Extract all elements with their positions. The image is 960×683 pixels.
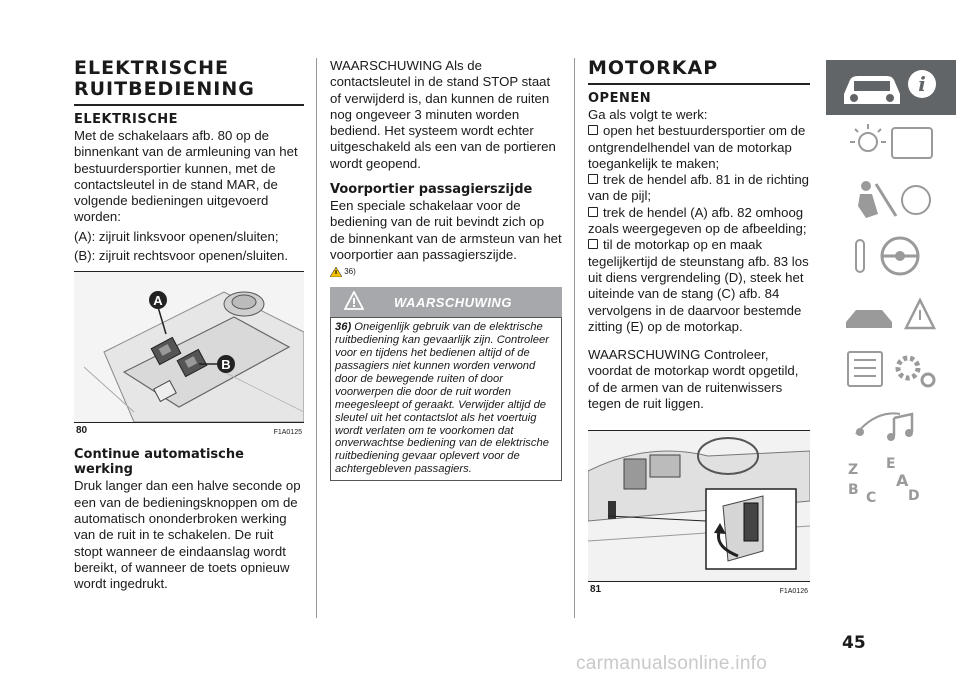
callout-b-label: B: [221, 357, 231, 373]
warning-paragraph: WAARSCHUWING Als de contactsleutel in de stand STOP staat of verwijderd is, dan kunnen de ruiten nog ongeveer 3 minuten worden bediend. Het systeem wordt echter uitgeschakeld als een van de portieren wordt geopend.: [330, 58, 556, 171]
continuous-operation-paragraph: Druk langer dan een halve seconde op een van de bedieningsknoppen om de automatisch ononderbroken werking van de ruit in te schakelen. De ruit stopt wanneer de eindaanslag wordt bereikt, of wanneer de toets opnieuw wordt ingedrukt.: [74, 478, 301, 592]
window-switch-illustration: [74, 272, 304, 422]
intro-paragraph: Ga als volgt te werk:: [588, 107, 708, 122]
figure-80: [74, 271, 304, 437]
column-2: [330, 58, 562, 481]
subsection-title: ELEKTRISCHE: [74, 112, 178, 127]
section-title-motorkap: MOTORKAP: [588, 58, 810, 85]
step-text: til de motorkap op en maak tegelijkertijd de steunstang afb. 83 los uit diens vergrendeling (D), steek het uiteinde van de stang (C) afb. 84 vervolgens in de daarvoor bestemde zitting (E) op de motorkap.: [588, 237, 809, 334]
figure-code: F1A0126: [779, 588, 808, 596]
figure-code: F1A0125: [273, 429, 302, 437]
hood-release-illustration: [588, 431, 810, 581]
sidebar-tab-car-info[interactable]: [826, 60, 956, 115]
step-text: trek de hendel (A) afb. 82 omhoog zoals weergegeven op de afbeelding;: [588, 204, 807, 237]
svg-text:Z: Z: [848, 462, 859, 478]
maintenance-icon: [836, 344, 946, 392]
sidebar-tab-maintenance[interactable]: [826, 340, 956, 395]
step-item: [588, 237, 810, 335]
svg-text:i: i: [918, 72, 926, 96]
step-text: open het bestuurdersportier om de ontgrendelhendel van de motorkap toegankelijk te maken;: [588, 123, 806, 171]
sidebar-tab-safety[interactable]: [826, 172, 956, 227]
intro-paragraph: Met de schakelaars afb. 80 op de binnenkant van de armleuning van het bestuurdersportier kunnen, met de contactsleutel in de stand MAR, de volgende bedieningen uitgevoerd worden:: [74, 128, 298, 225]
warning-lights-icon: [836, 120, 946, 168]
warning-header: [330, 287, 562, 317]
section-title: ELEKTRISCHE RUITBEDIENING: [74, 58, 304, 106]
checkbox-bullet-icon: [588, 239, 598, 249]
warning-reference: [330, 267, 562, 277]
safety-airbag-icon: [836, 176, 946, 224]
svg-text:D: D: [908, 488, 920, 504]
column-divider: [574, 58, 575, 618]
item-a: (A): zijruit linksvoor openen/sluiten;: [74, 228, 279, 244]
item-b: (B): zijruit rechtsvoor openen/sluiten.: [74, 248, 289, 264]
svg-text:E: E: [886, 456, 896, 472]
sidebar-tab-multimedia[interactable]: [826, 396, 956, 451]
subsection-title-openen: OPENEN: [588, 91, 652, 106]
checkbox-bullet-icon: [588, 207, 598, 217]
steering-wheel-icon: [836, 232, 946, 280]
step-text: trek de hendel afb. 81 in de richting van de pijl;: [588, 172, 810, 204]
warning-triangle-icon: [330, 267, 342, 277]
figure-81: [588, 430, 810, 596]
column-divider: [316, 58, 317, 618]
warning-triangle-icon: [344, 291, 364, 311]
sidebar-tab-emergency[interactable]: [826, 284, 956, 339]
passenger-door-paragraph: Een speciale schakelaar voor de bediening van de ruit bevindt zich op de binnenkant van de armsteun van het voorportier aan passagierszijde.: [330, 198, 562, 262]
multimedia-icon: [836, 400, 946, 448]
callout-a-label: A: [153, 293, 163, 309]
svg-text:C: C: [866, 490, 877, 506]
warning-box: [330, 317, 562, 481]
emergency-icon: [836, 288, 946, 336]
warning-number: 36): [335, 321, 352, 334]
hood-warning-paragraph: WAARSCHUWING Controleer, voordat de motorkap wordt opgetild, of de armen van de ruitenwissers tegen de ruit liggen.: [588, 347, 799, 412]
page-number: 45: [842, 633, 866, 653]
warning-header-title: WAARSCHUWING: [394, 295, 512, 311]
sidebar-tab-index[interactable]: [826, 452, 956, 507]
watermark: carmanualsonline.info: [576, 653, 768, 674]
checkbox-bullet-icon: [588, 125, 598, 135]
heading-passenger-door: Voorportier passagierszijde: [330, 182, 533, 198]
figure-number: 80: [76, 425, 88, 437]
step-item: [588, 172, 810, 205]
step-item: [588, 123, 810, 172]
column-3: [588, 57, 810, 596]
svg-text:B: B: [848, 482, 859, 498]
checkbox-bullet-icon: [588, 174, 598, 184]
warning-reference-number: 36): [344, 267, 356, 277]
column-1: [74, 58, 304, 592]
figure-number: 81: [590, 584, 602, 596]
svg-text:A: A: [896, 471, 909, 490]
heading-continuous-operation: Continue automatische werking: [74, 447, 244, 478]
warning-text: Oneigenlijk gebruik van de elektrische ruitbediening kan gevaarlijk zijn. Controleer voor en tijdens het bedienen altijd of de passagiers niet kunnen worden verwond door de bewegende ruiten of door voorwerpen die door de ruit worden meegesleept of geraakt. Verwijder altijd de sleutel uit het contactslot als het voertuig wordt verlaten om te voorkomen dat onverwachtse bediening van de elektrische ruitbediening gevaar oplevert voor de achtergebleven passagiers.: [335, 321, 549, 476]
sidebar-tab-warning-lights[interactable]: [826, 116, 956, 171]
step-item: [588, 205, 810, 238]
alphabetical-index-icon: [836, 456, 946, 506]
car-info-icon: [836, 64, 946, 112]
sidebar-tab-starting-driving[interactable]: [826, 228, 956, 283]
